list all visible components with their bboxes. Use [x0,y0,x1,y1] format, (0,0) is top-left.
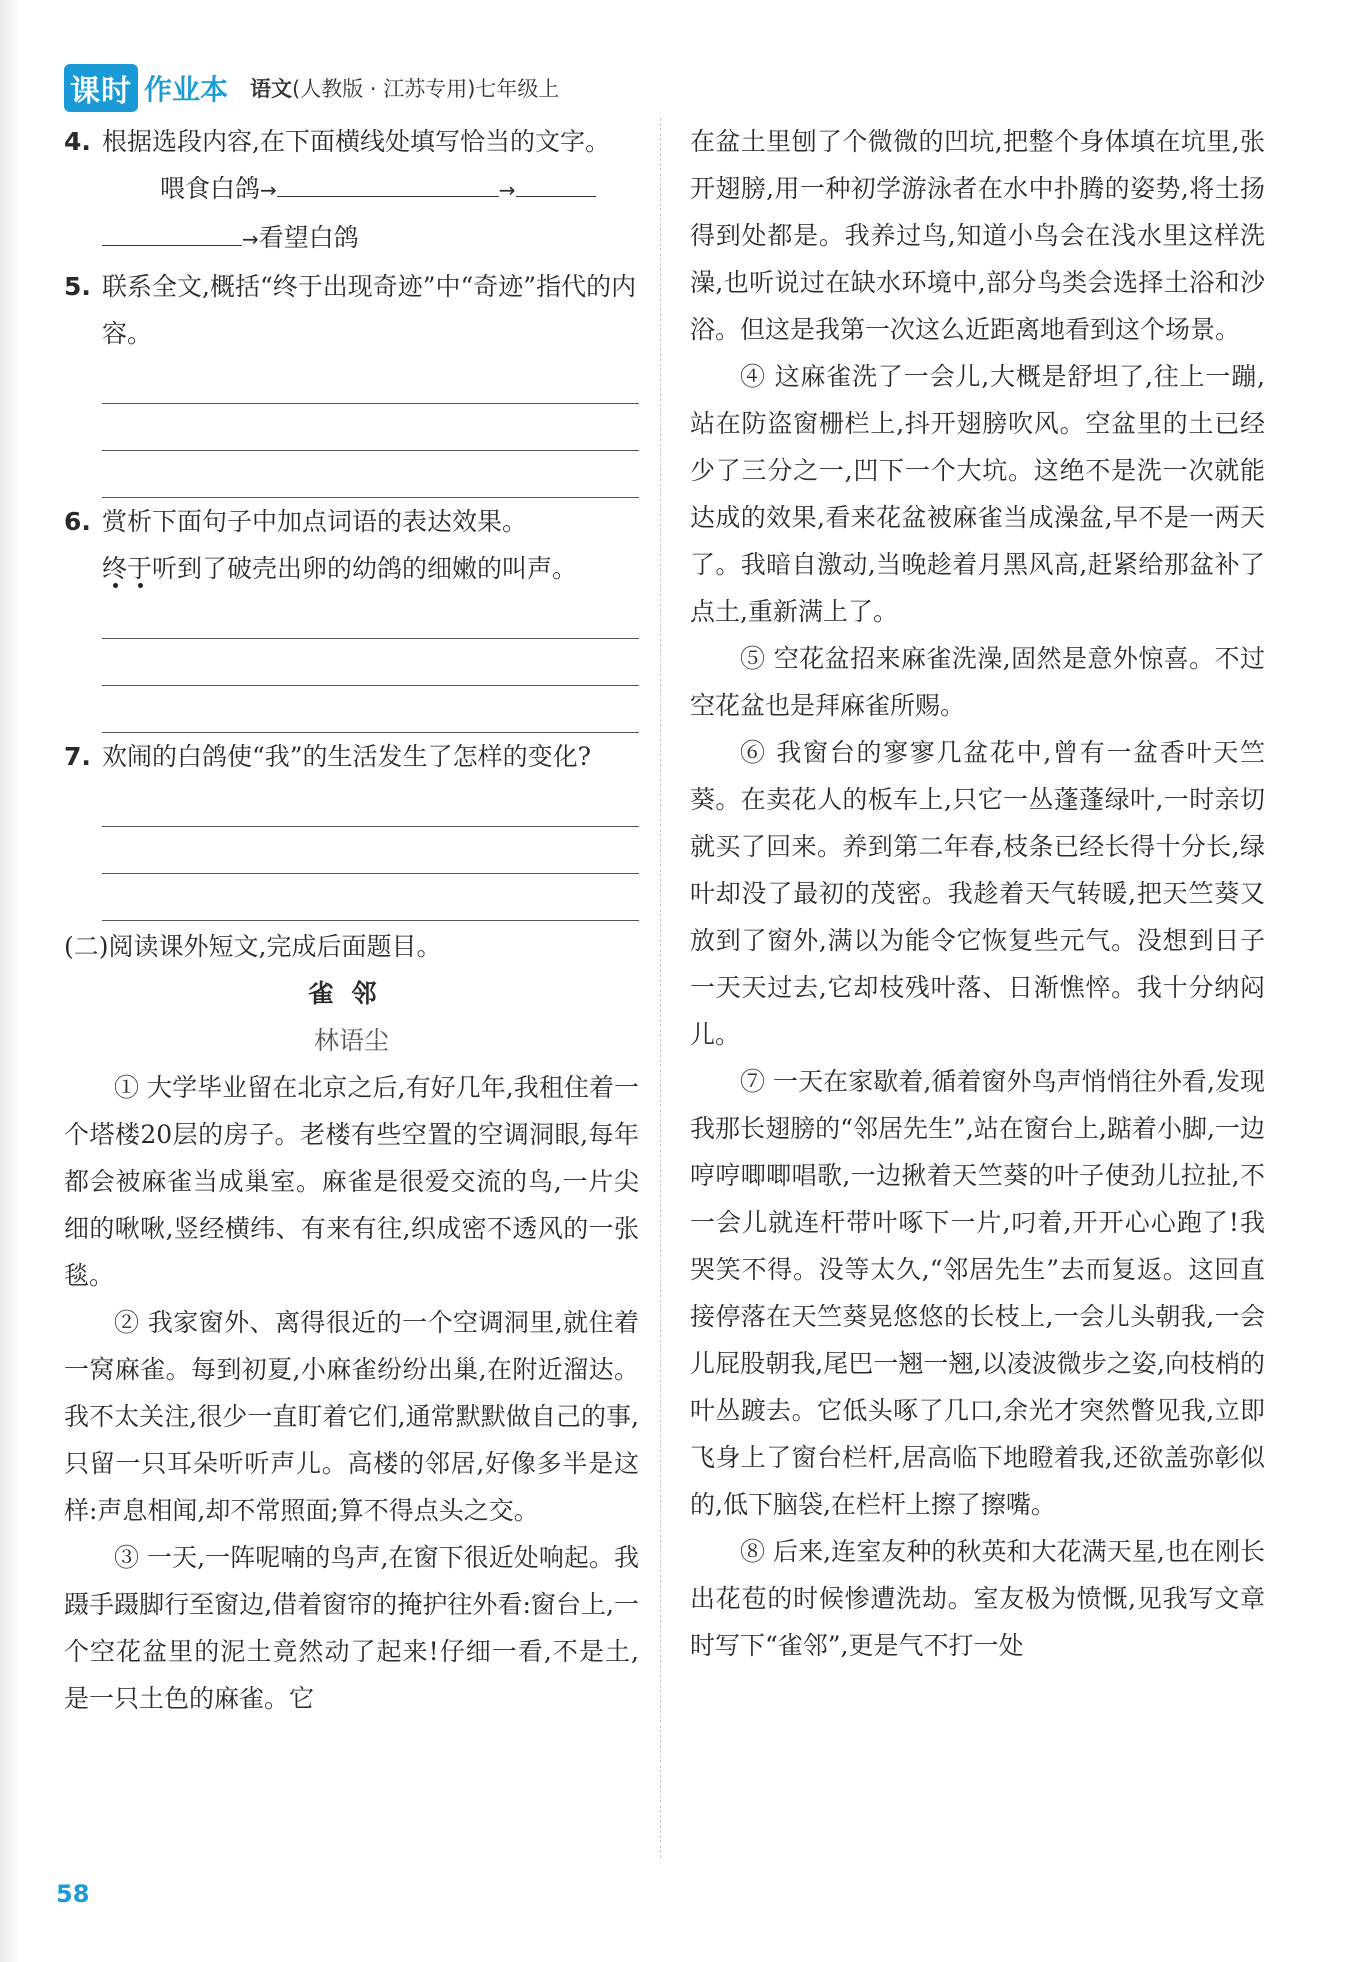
answer-line[interactable] [102,404,639,451]
question-7 [64,733,639,780]
answer-blank-1[interactable] [277,166,499,197]
paragraph-5: ⑤ 空花盆招来麻雀洗澡,固然是意外惊喜。不过空花盆也是拜麻雀所赐。 [690,644,1265,720]
question-6 [64,498,639,545]
fill-chain-row-1 [64,165,639,214]
emphasis-dot [138,583,143,588]
page-header [64,66,559,110]
sentence-text: 终于听到了破壳出卵的幼鸽的细嫩的叫声。 [102,554,578,583]
article-title: 雀邻 [308,979,395,1008]
article-author: 林语尘 [313,1026,389,1055]
fill-chain-row-2 [64,214,639,263]
paragraph-3: ③ 一天,一阵呢喃的鸟声,在窗下很近处响起。我蹑手蹑脚行至窗边,借着窗帘的掩护往外看:窗台上,一个空花盆里的泥土竟然动了起来!仔细一看,不是土,是一只土色的麻雀。它 [64,1543,639,1713]
question-number: 4. [64,127,91,156]
answer-line[interactable] [102,827,639,874]
question-number: 7. [64,742,91,771]
answer-line[interactable] [102,639,639,686]
answer-line[interactable] [102,451,639,498]
answer-line[interactable] [102,780,639,827]
answer-line[interactable] [102,592,639,639]
paragraph-1: ① 大学毕业留在北京之后,有好几年,我租住着一个塔楼20层的房子。老楼有些空置的空调洞眼,每年都会被麻雀当成巢室。麻雀是很爱交流的鸟,一片尖细的啾啾,竖经横纬、有来有往,织成密不透风的一张毯。 [64,1073,639,1290]
chain-end: 看望白鸽 [258,223,359,252]
paragraph-6: ⑥ 我窗台的寥寥几盆花中,曾有一盆香叶天竺葵。在卖花人的板车上,只它一丛蓬蓬绿叶,一时亲切就买了回来。养到第二年春,枝条已经长得十分长,绿叶却没了最初的茂密。我趁着天气转暖,把天竺葵又放到了窗外,满以为能令它恢复些元气。没想到日子一天天过去,它却枝残叶落、日渐憔悴。我十分纳闷儿。 [690,738,1265,1049]
paragraph-4: ④ 这麻雀洗了一会儿,大概是舒坦了,往上一蹦,站在防盗窗栅栏上,抖开翅膀吹风。空盆里的土已经少了三分之一,凹下一个大坑。这绝不是洗一次就能达成的效果,看来花盆被麻雀当成澡盆,早不是一两天了。我暗自激动,当晚趁着月黑风高,赶紧给那盆补了点土,重新满上了。 [690,362,1265,626]
logo-badge: 课时 [64,64,138,112]
answer-line[interactable] [102,357,639,404]
paragraph-2: ② 我家窗外、离得很近的一个空调洞里,就住着一窝麻雀。每到初夏,小麻雀纷纷出巢,在附近溜达。我不太关注,很少一直盯着它们,通常默默做自己的事,只留一只耳朵听听声儿。高楼的邻居,好像多半是这样:声息相闻,却不常照面;算不得点头之交。 [64,1308,639,1525]
emphasis-dot [113,583,118,588]
logo-suffix: 作业本 [144,73,229,106]
page-number: 58 [56,1880,90,1908]
question-text: 赏析下面句子中加点词语的表达效果。 [102,507,528,536]
column-divider [660,118,661,1858]
question-number: 6. [64,507,91,536]
subject-name: 语文 [250,77,293,101]
question-number: 5. [64,272,91,301]
left-column [64,118,639,1722]
question-text: 根据选段内容,在下面横线处填写恰当的文字。 [102,127,610,156]
paragraph-3-continued: 在盆土里刨了个微微的凹坑,把整个身体填在坑里,张开翅膀,用一种初学游泳者在水中扑腾的姿势,将土扬得到处都是。我养过鸟,知道小鸟会在浅水里这样洗澡,也听说过在缺水环境中,部分鸟类会选择土浴和沙浴。但这是我第一次这么近距离地看到这个场景。 [690,127,1265,344]
chain-start: 喂食白鸽 [160,174,261,203]
series-logo [64,64,228,112]
arrow-right-icon: → [498,178,516,202]
edition-label: (人教版 · 江苏专用)七年级上 [292,77,560,101]
arrow-right-icon: → [242,227,259,251]
page-edge-shadow [0,0,20,1962]
subject-label [250,73,559,103]
question-4 [64,118,639,165]
quoted-sentence [64,545,639,592]
right-column [690,118,1265,1669]
question-text: 联系全文,概括“终于出现奇迹”中“奇迹”指代的内容。 [102,272,637,348]
question-5 [64,263,639,357]
section-heading: (二)阅读课外短文,完成后面题目。 [64,932,442,961]
arrow-right-icon: → [260,178,277,202]
answer-blank-3[interactable] [102,215,242,246]
question-text: 欢闹的白鸽使“我”的生活发生了怎样的变化? [102,742,591,771]
paragraph-8: ⑧ 后来,连室友种的秋英和大花满天星,也在刚长出花苞的时候惨遭洗劫。室友极为愤慨,见我写文章时写下“雀邻”,更是气不打一处 [690,1537,1265,1660]
answer-blank-2[interactable] [516,166,596,197]
paragraph-7: ⑦ 一天在家歇着,循着窗外鸟声悄悄往外看,发现我那长翅膀的“邻居先生”,站在窗台上,踮着小脚,一边哼哼唧唧唱歌,一边揪着天竺葵的叶子使劲儿拉扯,不一会儿就连杆带叶啄下一片,叼着,开开心心跑了!我哭笑不得。没等太久,“邻居先生”去而复返。这回直接停落在天竺葵晃悠悠的长枝上,一会儿头朝我,一会儿屁股朝我,尾巴一翘一翘,以凌波微步之姿,向枝梢的叶丛踱去。它低头啄了几口,余光才突然瞥见我,立即飞身上了窗台栏杆,居高临下地瞪着我,还欲盖弥彰似的,低下脑袋,在栏杆上擦了擦嘴。 [690,1067,1265,1519]
answer-line[interactable] [102,686,639,733]
answer-line[interactable] [102,874,639,921]
